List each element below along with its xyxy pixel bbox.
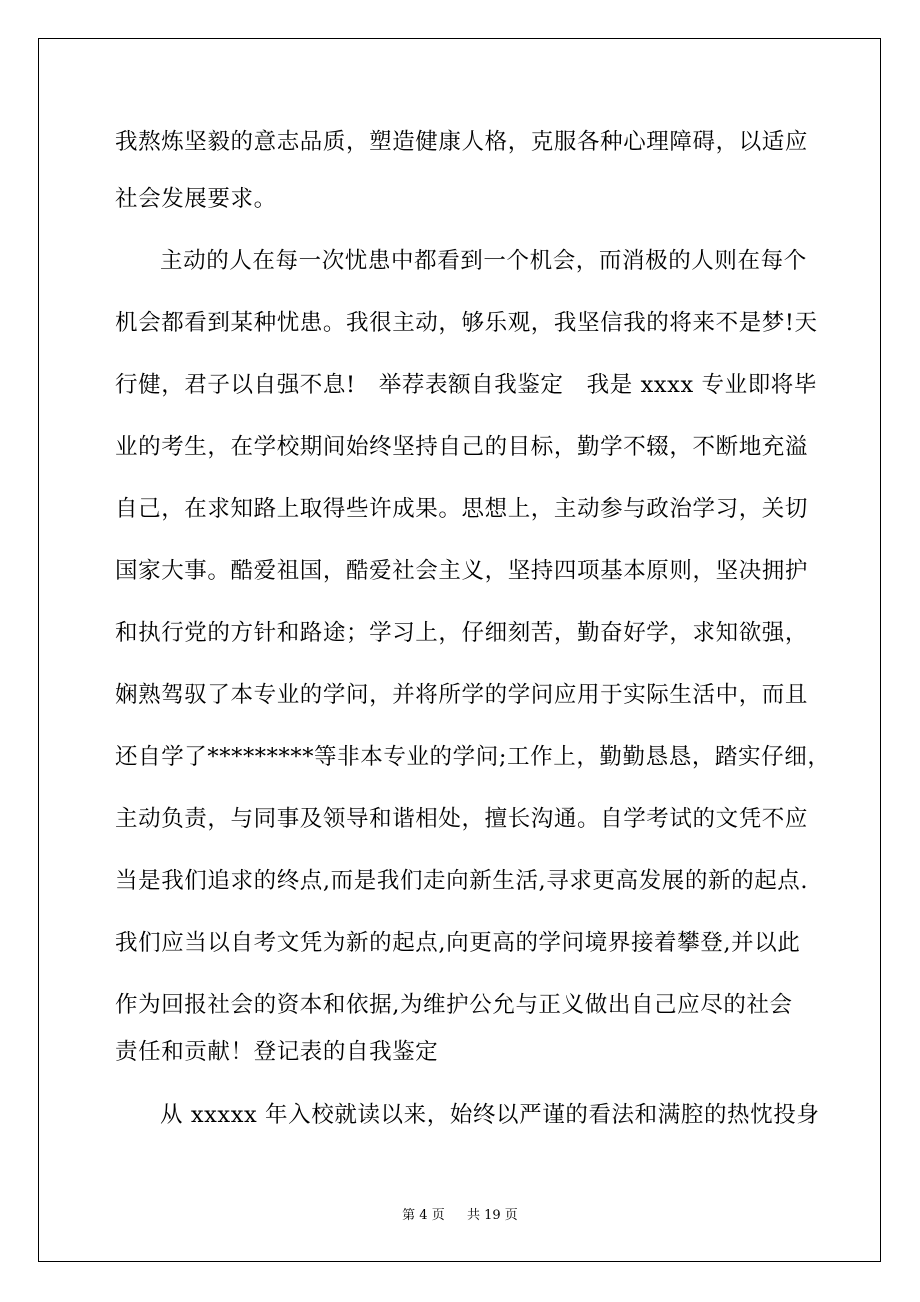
text-line-10: 娴熟驾驭了本专业的学问，并将所学的学问应用于实际生活中，而且 xyxy=(115,682,809,708)
text-line-5: 行健，君子以自强不息! 举荐表额自我鉴定 我是 xxxx 专业即将毕 xyxy=(115,372,818,398)
text-line-17: 从 xxxxx 年入校就读以来，始终以严谨的看法和满腔的热忱投身 xyxy=(160,1102,820,1128)
text-line-6: 业的考生，在学校期间始终坚持自己的目标，勤学不辍，不断地充溢 xyxy=(115,434,809,460)
text-line-7: 自己，在求知路上取得些许成果。思想上，主动参与政治学习，关切 xyxy=(115,496,809,522)
page-footer xyxy=(0,1208,920,1224)
text-line-16: 责任和贡献！登记表的自我鉴定 xyxy=(115,1039,439,1065)
text-line-14: 我们应当以自考文凭为新的起点,向更高的学问境界接着攀登,并以此 xyxy=(115,930,801,956)
text-line-4: 机会都看到某种忧患。我很主动，够乐观，我坚信我的将来不是梦!天 xyxy=(115,310,818,336)
page-number-current: 第 4 页 xyxy=(402,1208,445,1223)
text-line-8: 国家大事。酷爱祖国，酷爱社会主义，坚持四项基本原则，坚决拥护 xyxy=(115,558,809,584)
text-line-13: 当是我们追求的终点,而是我们走向新生活,寻求更高发展的新的起点. xyxy=(115,868,809,894)
page-border xyxy=(38,38,881,1262)
text-line-9: 和执行党的方针和路途；学习上，仔细刻苦，勤奋好学，求知欲强， xyxy=(115,620,809,646)
text-line-15: 作为回报社会的资本和依据,为维护公允与正义做出自己应尽的社会 xyxy=(115,992,793,1018)
text-line-12: 主动负责，与同事及领导和谐相处，擅长沟通。自学考试的文凭不应 xyxy=(115,806,809,832)
text-line-2: 社会发展要求。 xyxy=(115,186,277,212)
page-number-total: 共 19 页 xyxy=(467,1208,518,1223)
text-line-3: 主动的人在每一次忧患中都看到一个机会，而消极的人则在每个 xyxy=(160,248,807,274)
text-line-1: 我熬炼坚毅的意志品质，塑造健康人格，克服各种心理障碍，以适应 xyxy=(115,129,809,155)
text-line-11: 还自学了*********等非本专业的学问;工作上，勤勤恳恳，踏实仔细， xyxy=(115,744,831,770)
